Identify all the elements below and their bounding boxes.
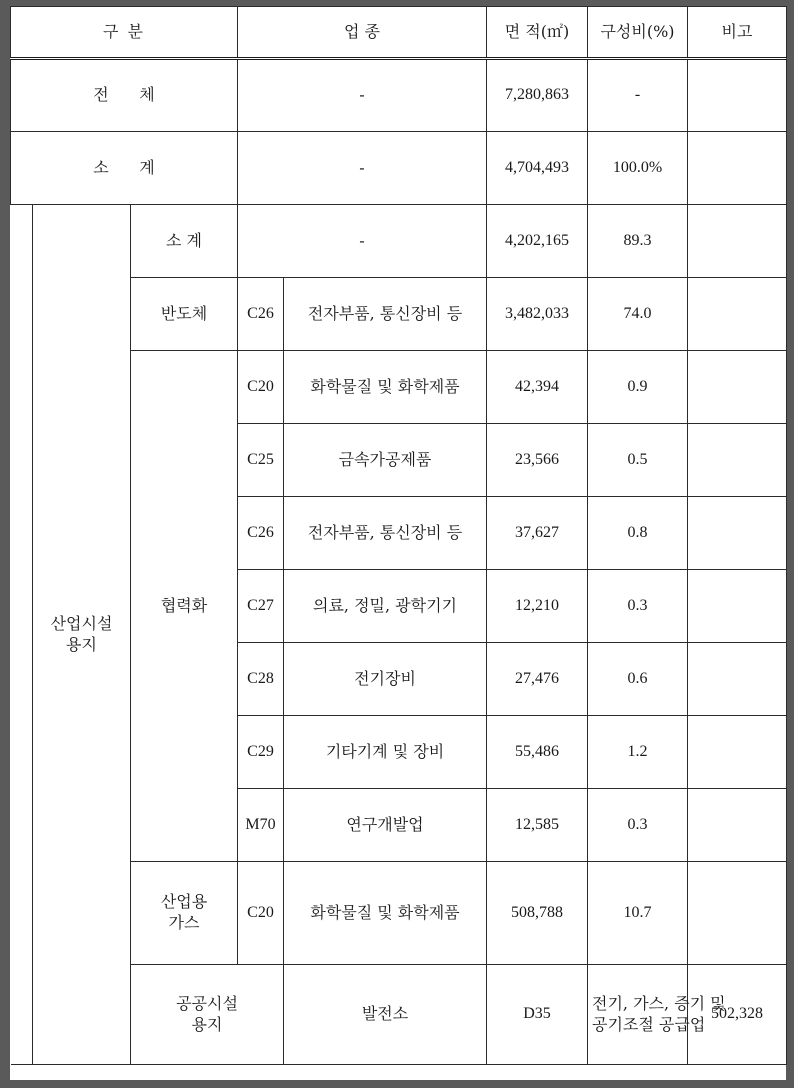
gas-note [688,862,787,965]
header-area: 면 적(㎡) [487,7,588,59]
partner-industry: 기타기계 및 장비 [284,716,487,789]
partner-note [688,789,787,862]
semiconductor-area: 3,482,033 [487,278,588,351]
partner-ratio: 0.3 [588,789,688,862]
header-industry: 업 종 [238,7,487,59]
partner-code: C28 [238,643,284,716]
land-use-table [10,6,787,1065]
partner-industry: 전자부품, 통신장비 등 [284,497,487,570]
partner-note [688,716,787,789]
left-margin-cell [11,205,33,1065]
partner-area: 27,476 [487,643,588,716]
partner-ratio: 0.6 [588,643,688,716]
partner-area: 23,566 [487,424,588,497]
industrial-subtotal-note [688,205,787,278]
semiconductor-ratio: 74.0 [588,278,688,351]
industrial-subtotal-row [11,205,787,278]
power-industry-line2: 공기조절 공급업 [592,1014,706,1034]
partner-code: M70 [238,789,284,862]
public-label-line1: 공공시설 [176,993,238,1013]
semiconductor-industry: 전자부품, 통신장비 등 [284,278,487,351]
partner-code: C29 [238,716,284,789]
document-sheet [10,6,786,1080]
gas-code: C20 [238,862,284,965]
partner-ratio: 0.9 [588,351,688,424]
industrial-label-line1: 산업시설 [50,613,113,633]
partner-note [688,351,787,424]
power-label: 발전소 [284,965,487,1065]
gas-label [131,862,238,965]
header-row [11,7,787,59]
partner-industry: 의료, 정밀, 광학기기 [284,570,487,643]
gas-area: 508,788 [487,862,588,965]
total-note [688,59,787,132]
partner-note [688,570,787,643]
public-label [131,965,284,1065]
gas-industry: 화학물질 및 화학제품 [284,862,487,965]
partner-ratio: 0.3 [588,570,688,643]
subtotal-label: 소 계 [11,132,238,205]
partner-area: 12,585 [487,789,588,862]
total-row [11,59,787,132]
total-area: 7,280,863 [487,59,588,132]
subtotal-note [688,132,787,205]
partner-ratio: 0.5 [588,424,688,497]
power-industry [588,965,726,1065]
partner-code: C20 [238,351,284,424]
partner-ratio: 0.8 [588,497,688,570]
subtotal-ratio: 100.0% [588,132,688,205]
partner-code: C27 [238,570,284,643]
partner-note [688,643,787,716]
industrial-subtotal-ratio: 89.3 [588,205,688,278]
industrial-subtotal-industry: - [238,205,487,278]
power-code: D35 [487,965,588,1065]
partner-area: 42,394 [487,351,588,424]
partner-area: 55,486 [487,716,588,789]
subtotal-row [11,132,787,205]
partner-industry: 연구개발업 [284,789,487,862]
partner-industry: 전기장비 [284,643,487,716]
industrial-subtotal-label: 소 계 [131,205,238,278]
total-label: 전 체 [11,59,238,132]
partner-area: 12,210 [487,570,588,643]
semiconductor-note [688,278,787,351]
industrial-label-line2: 용지 [66,634,97,654]
partner-ratio: 1.2 [588,716,688,789]
semiconductor-label: 반도체 [131,278,238,351]
partner-area: 37,627 [487,497,588,570]
partners-label: 협력화 [131,351,238,862]
partner-note [688,424,787,497]
header-ratio: 구성비(%) [588,7,688,59]
power-area: 502,328 [688,965,787,1065]
partner-note [688,497,787,570]
subtotal-area: 4,704,493 [487,132,588,205]
semiconductor-code: C26 [238,278,284,351]
partner-code: C26 [238,497,284,570]
public-label-line2: 용지 [191,1014,223,1034]
partner-code: C25 [238,424,284,497]
gas-label-line1: 산업용 [160,892,208,912]
gas-label-line2: 가스 [168,913,200,932]
industrial-subtotal-area: 4,202,165 [487,205,588,278]
partner-industry: 금속가공제품 [284,424,487,497]
partner-industry: 화학물질 및 화학제품 [284,351,487,424]
total-industry: - [238,59,487,132]
industrial-label [33,205,131,1065]
power-industry-line1: 전기, 가스, 증기 및 [592,993,726,1013]
gas-ratio: 10.7 [588,862,688,965]
header-note: 비고 [688,7,787,59]
header-category: 구 분 [11,7,238,59]
total-ratio: - [588,59,688,132]
subtotal-industry: - [238,132,487,205]
